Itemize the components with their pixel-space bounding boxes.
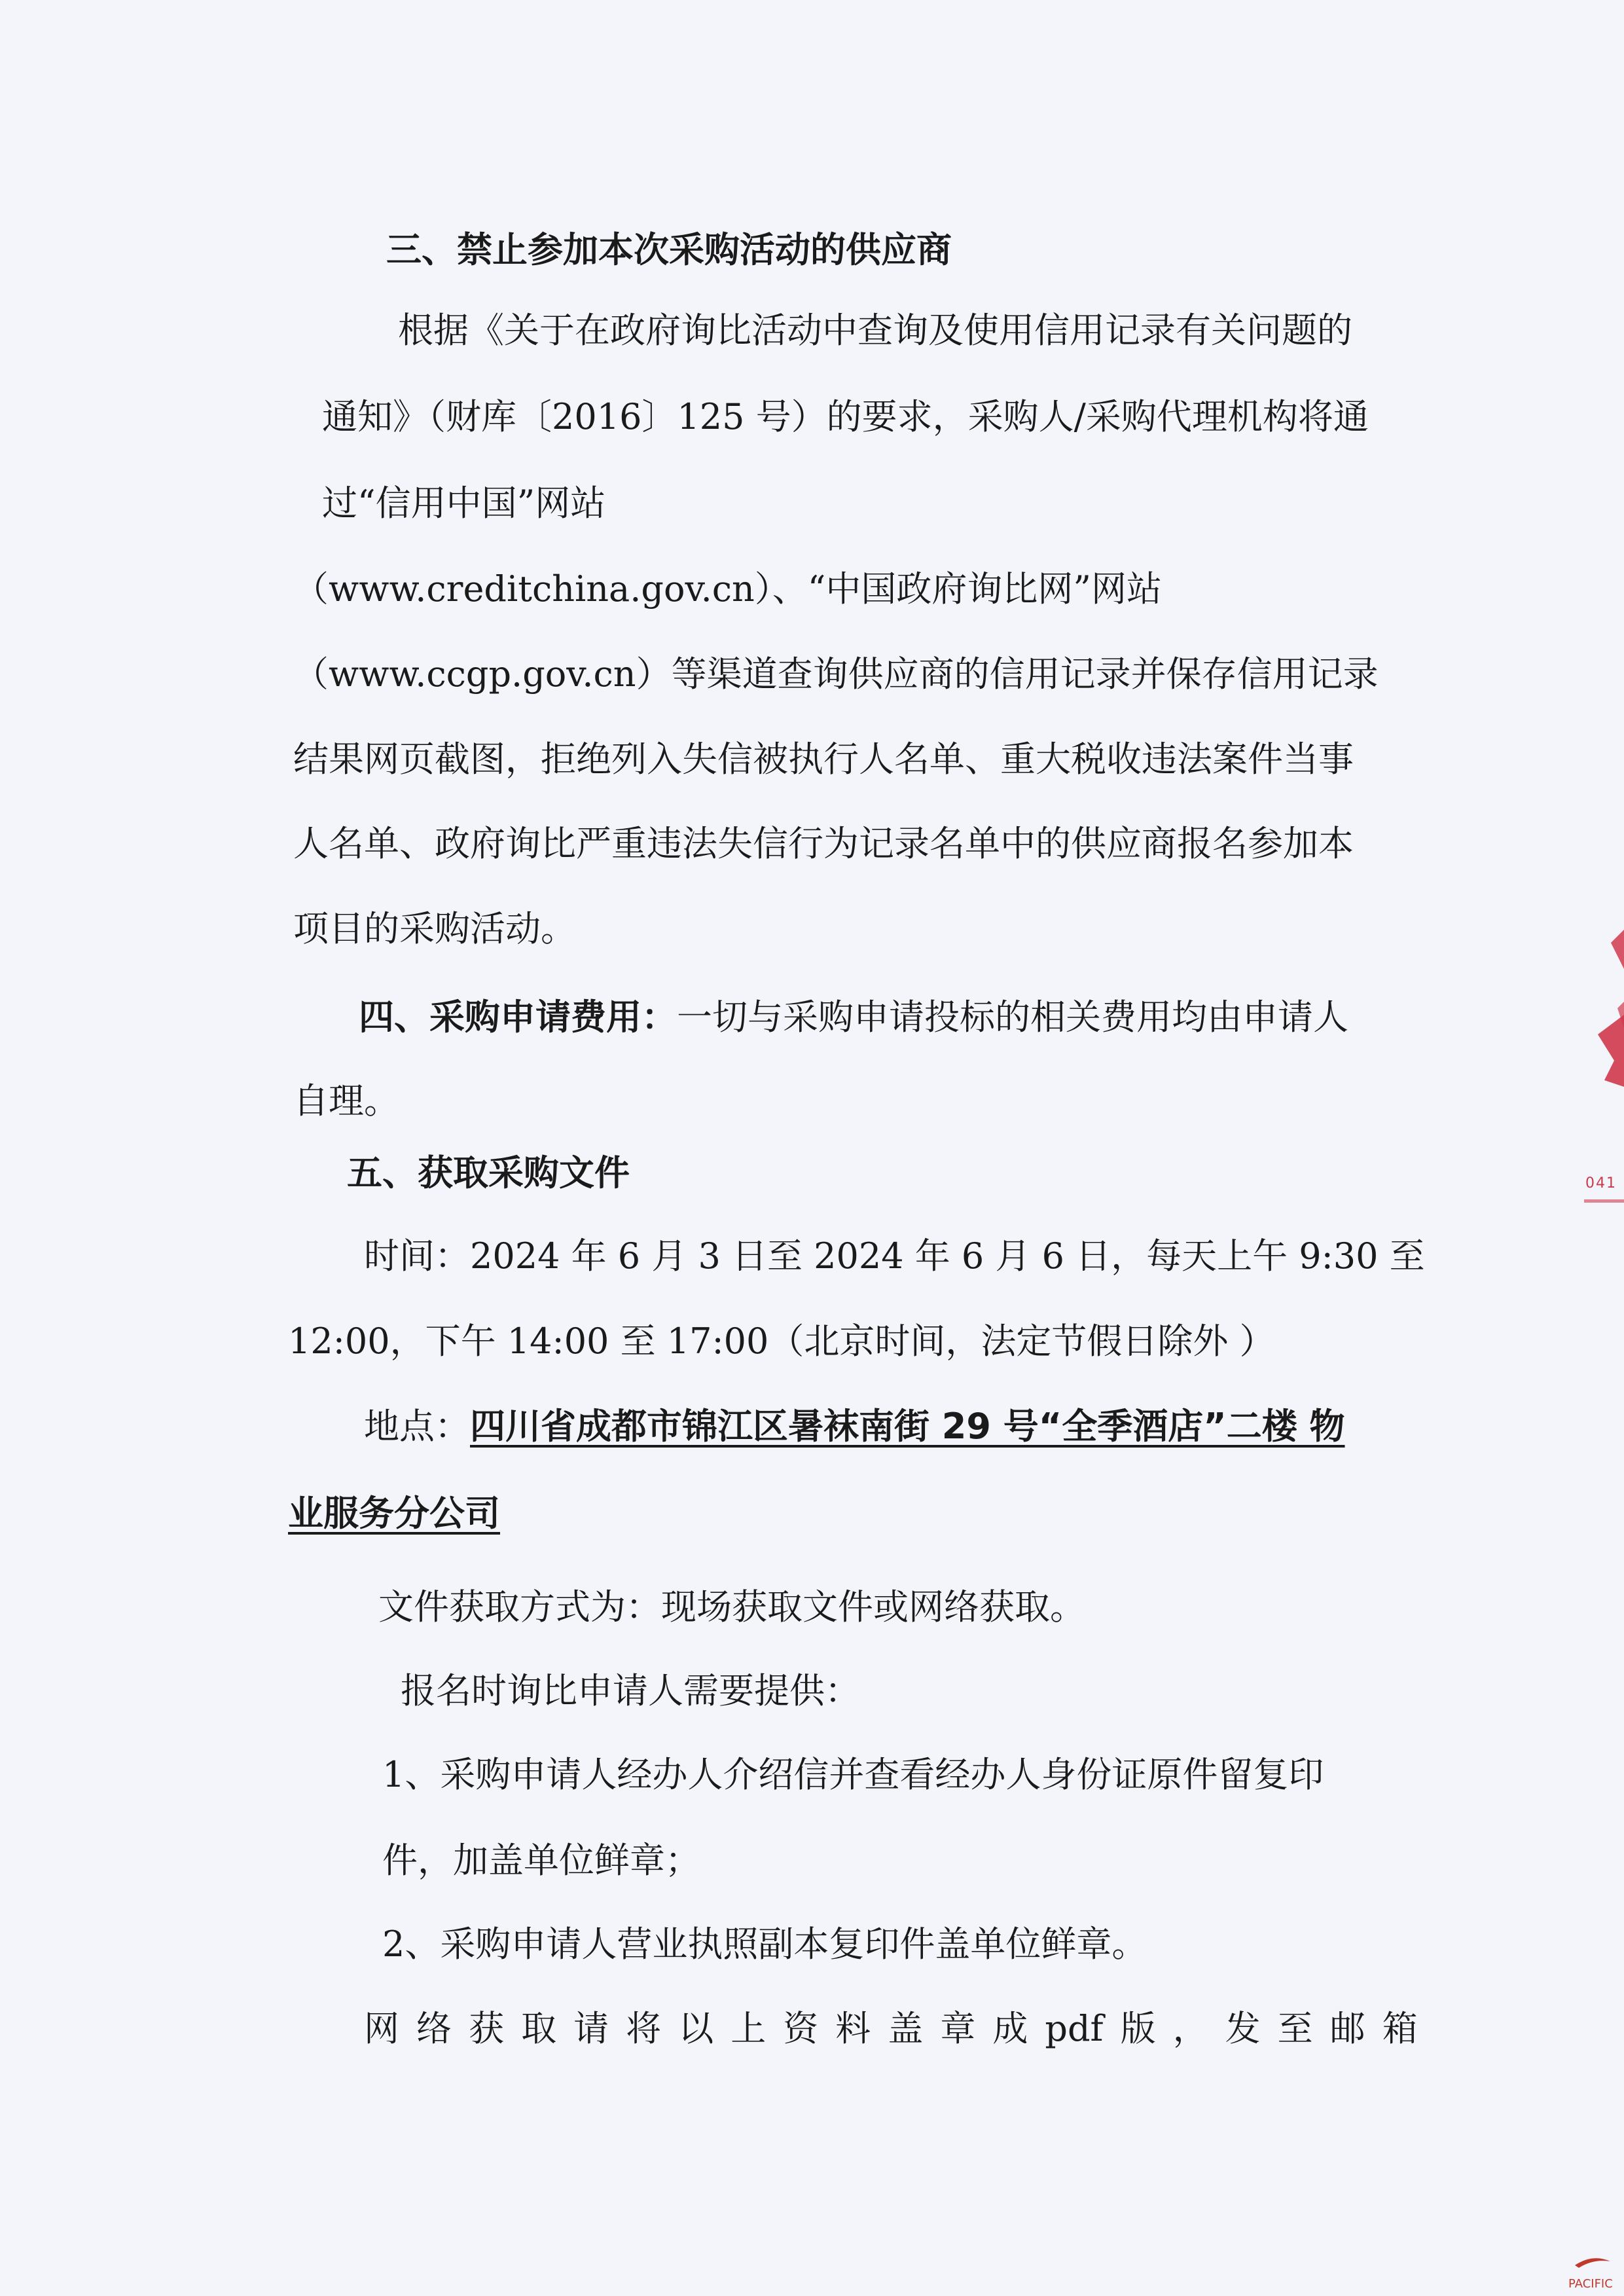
online-acquisition-word: 成 — [992, 2008, 1028, 2049]
acquisition-method: 文件获取方式为：现场获取文件或网络获取。 — [378, 1586, 1085, 1628]
online-acquisition-line — [364, 2008, 1418, 2049]
time-line-2: 12:00，下午 14:00 至 17:00（北京时间，法定节假日除外 ） — [288, 1321, 1275, 1362]
online-acquisition-word: pdf — [1045, 2008, 1104, 2049]
section-3-line-7: 人名单、政府询比严重违法失信行为记录名单中的供应商报名参加本 — [293, 823, 1354, 864]
online-acquisition-word: 资 — [783, 2008, 819, 2049]
stamp-number-fragment: 041 — [1585, 1175, 1617, 1192]
online-acquisition-word: 络 — [416, 2008, 452, 2049]
red-stamp-fragment — [1572, 930, 1624, 1205]
section-4-text: 一切与采购申请投标的相关费用均由申请人 — [677, 996, 1348, 1038]
section-3-line-5: （www.ccgp.gov.cn）等渠道查询供应商的信用记录并保存信用记录 — [293, 653, 1379, 695]
requirement-1-line-2: 件，加盖单位鲜章； — [382, 1840, 700, 1881]
requirement-1-line-1: 1、采购申请人经办人介绍信并查看经办人身份证原件留复印 — [382, 1754, 1324, 1795]
section-5-heading: 五、获取采购文件 — [347, 1152, 630, 1194]
section-4-paragraph — [359, 996, 1348, 1038]
section-3-heading: 三、禁止参加本次采购活动的供应商 — [386, 229, 952, 270]
section-3-line-2: 通知》（财库〔2016〕125 号）的要求，采购人/采购代理机构将通 — [322, 396, 1369, 437]
requirement-2: 2、采购申请人营业执照副本复印件盖单位鲜章。 — [382, 1923, 1147, 1965]
online-acquisition-word: 邮 — [1329, 2008, 1365, 2049]
online-acquisition-word: 请 — [573, 2008, 609, 2049]
online-acquisition-word: 章 — [940, 2008, 976, 2049]
online-acquisition-word: 至 — [1277, 2008, 1313, 2049]
requirements-intro: 报名时询比申请人需要提供： — [401, 1670, 860, 1711]
online-acquisition-word: 获 — [469, 2008, 505, 2049]
location-address-line-2: 业服务分公司 — [288, 1493, 500, 1534]
footer-logo-text: PACIFIC — [1568, 2277, 1613, 2291]
section-3-line-4: （www.creditchina.gov.cn）、“中国政府询比网”网站 — [293, 568, 1162, 610]
online-acquisition-word: 发 — [1225, 2008, 1261, 2049]
online-acquisition-word: 将 — [626, 2008, 662, 2049]
online-acquisition-word: 版 — [1120, 2008, 1156, 2049]
section-4-heading: 四、采购申请费用： — [359, 996, 677, 1038]
time-line-1: 时间：2024 年 6 月 3 日至 2024 年 6 月 6 日，每天上午 9:30 至 — [364, 1235, 1425, 1277]
online-acquisition-word: 网 — [364, 2008, 399, 2049]
section-3-line-3: 过“信用中国”网站 — [322, 483, 606, 524]
online-acquisition-word: 取 — [521, 2008, 557, 2049]
online-acquisition-word: 料 — [835, 2008, 871, 2049]
section-3-line-8: 项目的采购活动。 — [293, 908, 576, 949]
section-4-continuation: 自理。 — [293, 1080, 399, 1121]
online-acquisition-word: ， — [1172, 2008, 1208, 2049]
location-address-line-1: 四川省成都市锦江区暑袜南街 29 号“全季酒店”二楼 物 — [470, 1406, 1345, 1447]
online-acquisition-word: 箱 — [1382, 2008, 1418, 2049]
location-paragraph — [364, 1406, 1345, 1447]
online-acquisition-word: 盖 — [888, 2008, 924, 2049]
online-acquisition-word: 上 — [731, 2008, 767, 2049]
stamp-underline — [1584, 1197, 1624, 1206]
online-acquisition-word: 以 — [678, 2008, 714, 2049]
section-3-line-1: 根据《关于在政府询比活动中查询及使用信用记录有关问题的 — [398, 310, 1352, 351]
logo-swoosh-icon — [1570, 2252, 1615, 2278]
section-3-line-6: 结果网页截图，拒绝列入失信被执行人名单、重大税收违法案件当事 — [293, 738, 1354, 780]
location-label: 地点： — [364, 1406, 470, 1447]
